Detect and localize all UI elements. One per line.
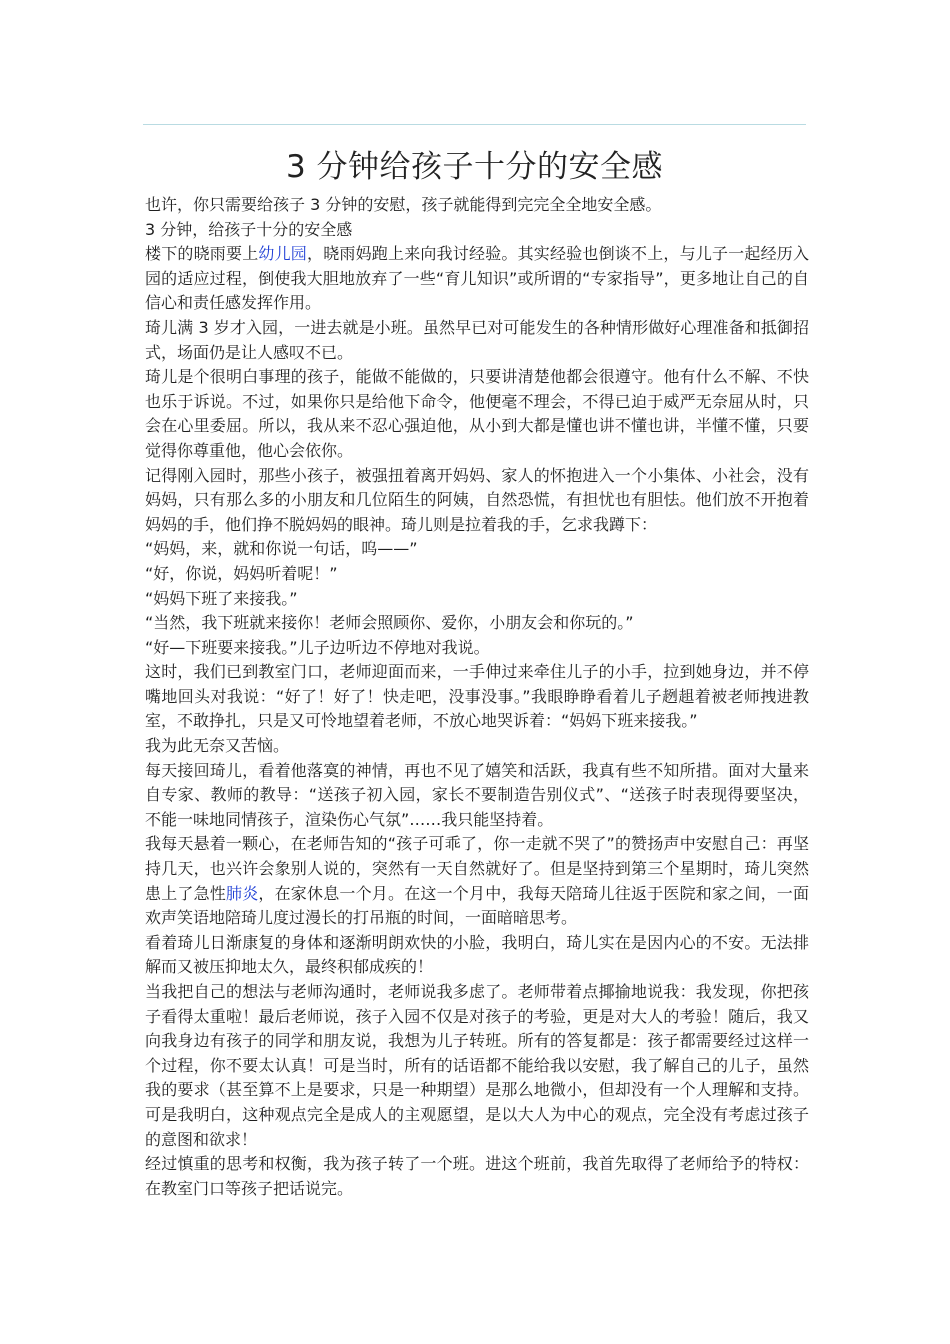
paragraph-intro: 也许，你只需要给孩子 3 分钟的安慰，孩子就能得到完完全全地安全感。: [145, 195, 662, 214]
dialogue-line: “好，你说，妈妈听着呢！”: [145, 563, 338, 583]
paragraph-helpless: 我为此无奈又苦恼。: [145, 736, 290, 756]
text-segment: 我每天悬着一颗心，在老师告知的“孩子可乖了，你一走就不哭了”的赞扬声中安慰自己：再坚持几天，也兴许会象别人说的，突然有一天自然就好了。但是坚持到第三个星期时，琦儿突然患上了急性: [145, 834, 809, 903]
article-body: [145, 193, 809, 1201]
paragraph-entry: 琦儿满 3 岁才入园，一进去就是小班。虽然早已对可能发生的各种情形做好心理准备和抵御招式，场面仍是让人感叹不已。: [145, 317, 809, 362]
paragraph-daily-pickup: 每天接回琦儿，看着他落寞的神情，再也不见了嬉笑和活跃，我真有些不知所措。面对大量来自专家、教师的教导：“送孩子初入园，家长不要制造告别仪式”、“送孩子时表现得要坚决，不能一味地同情孩子，渲染伤心气氛”……我只能坚持着。: [145, 760, 809, 829]
paragraph-class-change: 经过慎重的思考和权衡，我为孩子转了一个班。进这个班前，我首先取得了老师给予的特权：在教室门口等孩子把话说完。: [145, 1154, 809, 1198]
page-title: 3 分钟给孩子十分的安全感: [285, 149, 664, 185]
text-segment: ，晓雨妈跑上来向我讨经验。其实经验也倒谈不上，与儿子一起经历入园的适应过程，倒使我大胆地放弃了一些“育儿知识”或所谓的“专家指导”，更多地让自己的自信心和责任感发挥作用。: [145, 244, 809, 313]
header-rule: [143, 124, 806, 125]
paragraph-teacher-talk: 当我把自己的想法与老师沟通时，老师说我多虑了。老师带着点揶揄地说我：我发现，你把孩子看得太重啦！最后老师说，孩子入园不仅是对孩子的考验，更是对大人的考验！随后，我又向我身边有孩子的同学和朋友说，我想为儿子转班。所有的答复都是：孩子都需要经过这样一个过程，你不要太认真！可是当时，所有的话语都不能给我以安慰，我了解自己的儿子，虽然我的要求（甚至算不上是要求，只是一种期望）是那么地微小，但却没有一个人理解和支持。可是我明白，这种观点完全是成人的主观愿望，是以大人为中心的观点，完全没有考虑过孩子的意图和欲求！: [145, 982, 809, 1149]
paragraph-recovery: 看着琦儿日渐康复的身体和逐渐明朗欢快的小脸，我明白，琦儿实在是因内心的不安。无法排解而又被压抑地太久，最终积郁成疾的！: [145, 932, 809, 977]
kindergarten-link[interactable]: 幼儿园: [258, 244, 308, 264]
paragraph-first-day: 记得刚入园时，那些小孩子，被强扭着离开妈妈、家人的怀抱进入一个小集体、小社会，没有妈妈，只有那么多的小朋友和几位陌生的阿姨，自然恐慌，有担忧也有胆怯。他们放不开抱着妈妈的手，他们挣不脱妈妈的眼神。琦儿则是拉着我的手，乞求我蹲下：: [145, 465, 809, 534]
dialogue-line: “妈妈下班了来接我。”: [145, 588, 298, 608]
paragraph-character: 琦儿是个很明白事理的孩子，能做不能做的，只要讲清楚他都会很遵守。他有什么不解、不快也乐于诉说。不过，如果你只是给他下命令，他便毫不理会，不得已迫于威严无奈屈从时，只会在心里委屈。所以，我从来不忍心强迫他，从小到大都是懂也讲不懂也讲，半懂不懂，只要觉得你尊重他，他心会依你。: [145, 367, 809, 460]
paragraph-pneumonia: [145, 832, 809, 930]
paragraph-xiaoyu: [145, 242, 809, 316]
text-segment: ，在家休息一个月。在这一个月中，我每天陪琦儿往返于医院和家之间，一面欢声笑语地陪琦儿度过漫长的打吊瓶的时间，一面暗暗思考。: [145, 883, 809, 928]
dialogue-line: “好—下班要来接我。”儿子边听边不停地对我说。: [145, 637, 490, 657]
dialogue-line: “当然，我下班就来接你！老师会照顾你、爱你，小朋友会和你玩的。”: [145, 613, 634, 633]
paragraph-classroom-door: 这时，我们已到教室门口，老师迎面而来，一手伸过来牵住儿子的小手，拉到她身边，并不停嘴地回头对我说：“好了！好了！快走吧，没事没事。”我眼睁睁看着儿子趔趄着被老师拽进教室，不敢挣扎，只是又可怜地望着老师，不放心地哭诉着：“妈妈下班来接我。”: [145, 662, 809, 731]
text-segment: 楼下的晓雨要上: [145, 244, 259, 264]
dialogue-line: “妈妈，来，就和你说一句话，呜——”: [145, 539, 418, 559]
pneumonia-link[interactable]: 肺炎: [226, 883, 259, 903]
paragraph-subtitle: 3 分钟，给孩子十分的安全感: [145, 219, 353, 239]
